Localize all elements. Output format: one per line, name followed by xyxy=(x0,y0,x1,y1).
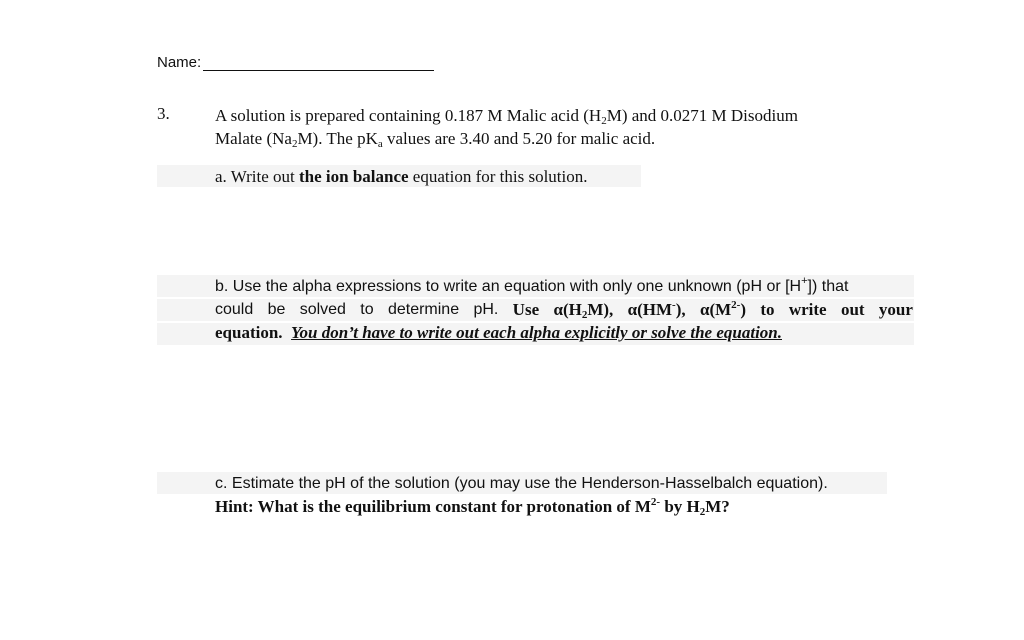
part-a: a. Write out the ion balance equation for this solution. xyxy=(215,167,588,186)
name-input-line[interactable] xyxy=(203,70,434,71)
part-c-hint: Hint: What is the equilibrium constant for protonation of $M^{2-}$ by $H_2M$? xyxy=(215,496,730,518)
part-b-line-2: could be solved to determine pH. Use $\alpha(H_2M)$, α(HM-), $\alpha(M^{2-})$ to write out your xyxy=(215,299,913,321)
part-b xyxy=(215,275,913,344)
question-number: 3. xyxy=(157,104,170,123)
intro-line-1: A solution is prepared containing 0.187 M Malic acid $(H_2M)$ and 0.0271 M Disodium xyxy=(215,106,798,127)
intro-line-2: Malate $(Na_2M)$. The $pK_a$ values are 3.40 and 5.20 for malic acid. xyxy=(215,129,656,150)
part-b-line-3: equation. You don’t have to write out each alpha explicitly or solve the equation. xyxy=(215,323,782,342)
name-label: Name: xyxy=(157,54,202,71)
part-c xyxy=(215,472,913,518)
part-b-line-1: b. Use the alpha expressions to write an equation with only one unknown (pH or [H+]) that xyxy=(215,275,849,295)
part-c-line-1: c. Estimate the pH of the solution (you may use the Henderson-Hasselbalch equation). xyxy=(215,475,828,492)
question-intro xyxy=(215,104,895,150)
